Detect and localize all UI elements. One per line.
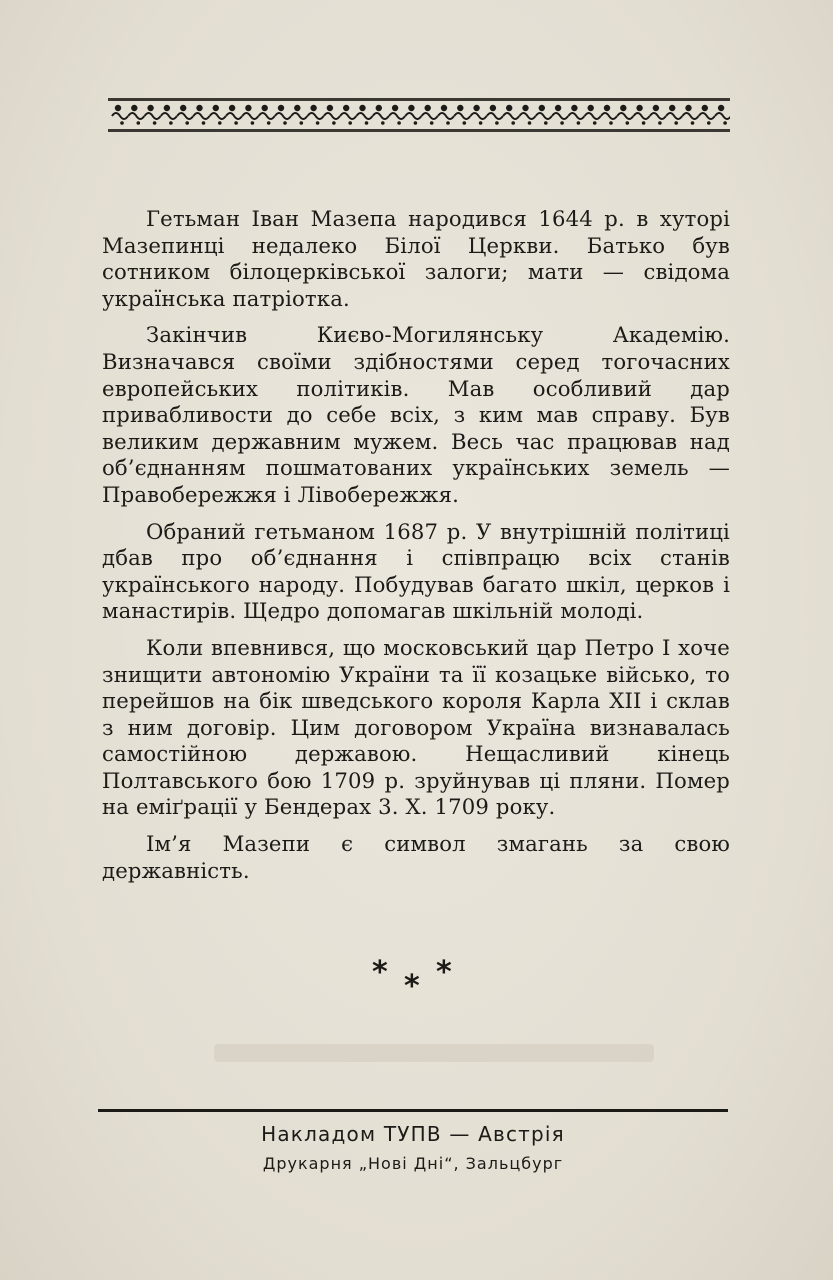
ornament-motif — [650, 105, 666, 125]
svg-text:*: * — [404, 969, 420, 1002]
paragraph-birth: Гетьман Іван Мазепа народився 1644 р. в хуторі Мазепинці недалеко Білої Церкви. Батько був сотником білоцерківської залоги; мати — свідома українська патріотка. — [102, 206, 730, 311]
ornament-motif — [666, 105, 682, 125]
publisher-line: Накладом ТУПВ — Австрія — [261, 1122, 565, 1146]
ornament-motif — [194, 105, 210, 125]
ornament-motif — [340, 105, 356, 125]
ornament-motif — [454, 105, 470, 125]
ornament-motif — [324, 105, 340, 125]
main-text — [102, 206, 730, 894]
paragraph-legacy: Ім’я Мазепи є символ змагань за свою державність. — [102, 831, 730, 883]
ornament-motif — [422, 105, 438, 125]
ornament-motif — [275, 105, 291, 125]
ornament-motif — [568, 105, 584, 125]
ornament-motif — [291, 105, 307, 125]
ornament-motif — [552, 105, 568, 125]
paragraph-hetmanate: Обраний гетьманом 1687 р. У внутрішній політиці дбав про об’єднання і співпрацю всіх станів українського народу. Побудував багато шкіл, церков і манастирів. Щедро допомагав шкільній молоді. — [102, 518, 730, 624]
ornament-motif — [389, 105, 405, 125]
ornament-motif — [373, 105, 389, 125]
paragraph-alliance: Коли впевнився, що московський цар Петро I хоче знищити автономію України та її козацьке військо, то перейшов на бік шведського короля Карла XII і склав з ним договір. Цим договором Україна визнавалась самостійною державою. Нещасливий кінець Полтавського бою 1709 р. зруйнував ці пляни. Помер на еміґрації у Бендерах 3. X. 1709 року. — [102, 634, 730, 820]
ornament-motif — [601, 105, 617, 125]
ornamental-border — [108, 96, 730, 136]
ornament-motif — [210, 105, 226, 125]
ornament-motif — [357, 105, 373, 125]
ornament-motif — [503, 105, 519, 125]
divider-rule — [98, 1109, 728, 1112]
ornament-motif — [259, 105, 275, 125]
svg-text:*: * — [436, 955, 452, 990]
ornament-motif — [683, 105, 699, 125]
svg-text:*: * — [372, 955, 388, 990]
ornament-motif — [699, 105, 715, 125]
ornament-motif — [242, 105, 258, 125]
ornament-motif — [405, 105, 421, 125]
faded-print-mark — [214, 1040, 654, 1066]
ornament-motif — [308, 105, 324, 125]
ornament-motif — [177, 105, 193, 125]
paragraph-education: Закінчив Києво-Могилянську Академію. Визначався своїми здібностями серед тогочасних европейських політиків. Мав особливий дар привабливости до себе всіх, з ким мав справу. Був великим державним мужем. Весь час працював над об’єднанням пошматованих українських земель — Правобережжя і Лівобережжя. — [102, 322, 730, 507]
ornament-motif — [438, 105, 454, 125]
ornament-motif — [617, 105, 633, 125]
ornament-motif — [585, 105, 601, 125]
ornament-motif — [715, 105, 730, 125]
ornament-motif — [112, 105, 128, 125]
ornament-motif — [145, 105, 161, 125]
printer-line: Друкарня „Нові Дні“, Зальцбург — [262, 1154, 564, 1173]
asterism-icon — [360, 952, 470, 1002]
ornament-motif — [520, 105, 536, 125]
ornament-motif — [487, 105, 503, 125]
ornament-motif — [634, 105, 650, 125]
ornament-motif — [536, 105, 552, 125]
ornament-motif — [226, 105, 242, 125]
ornament-motif — [471, 105, 487, 125]
ornament-motif — [128, 105, 144, 125]
ornament-motif — [161, 105, 177, 125]
